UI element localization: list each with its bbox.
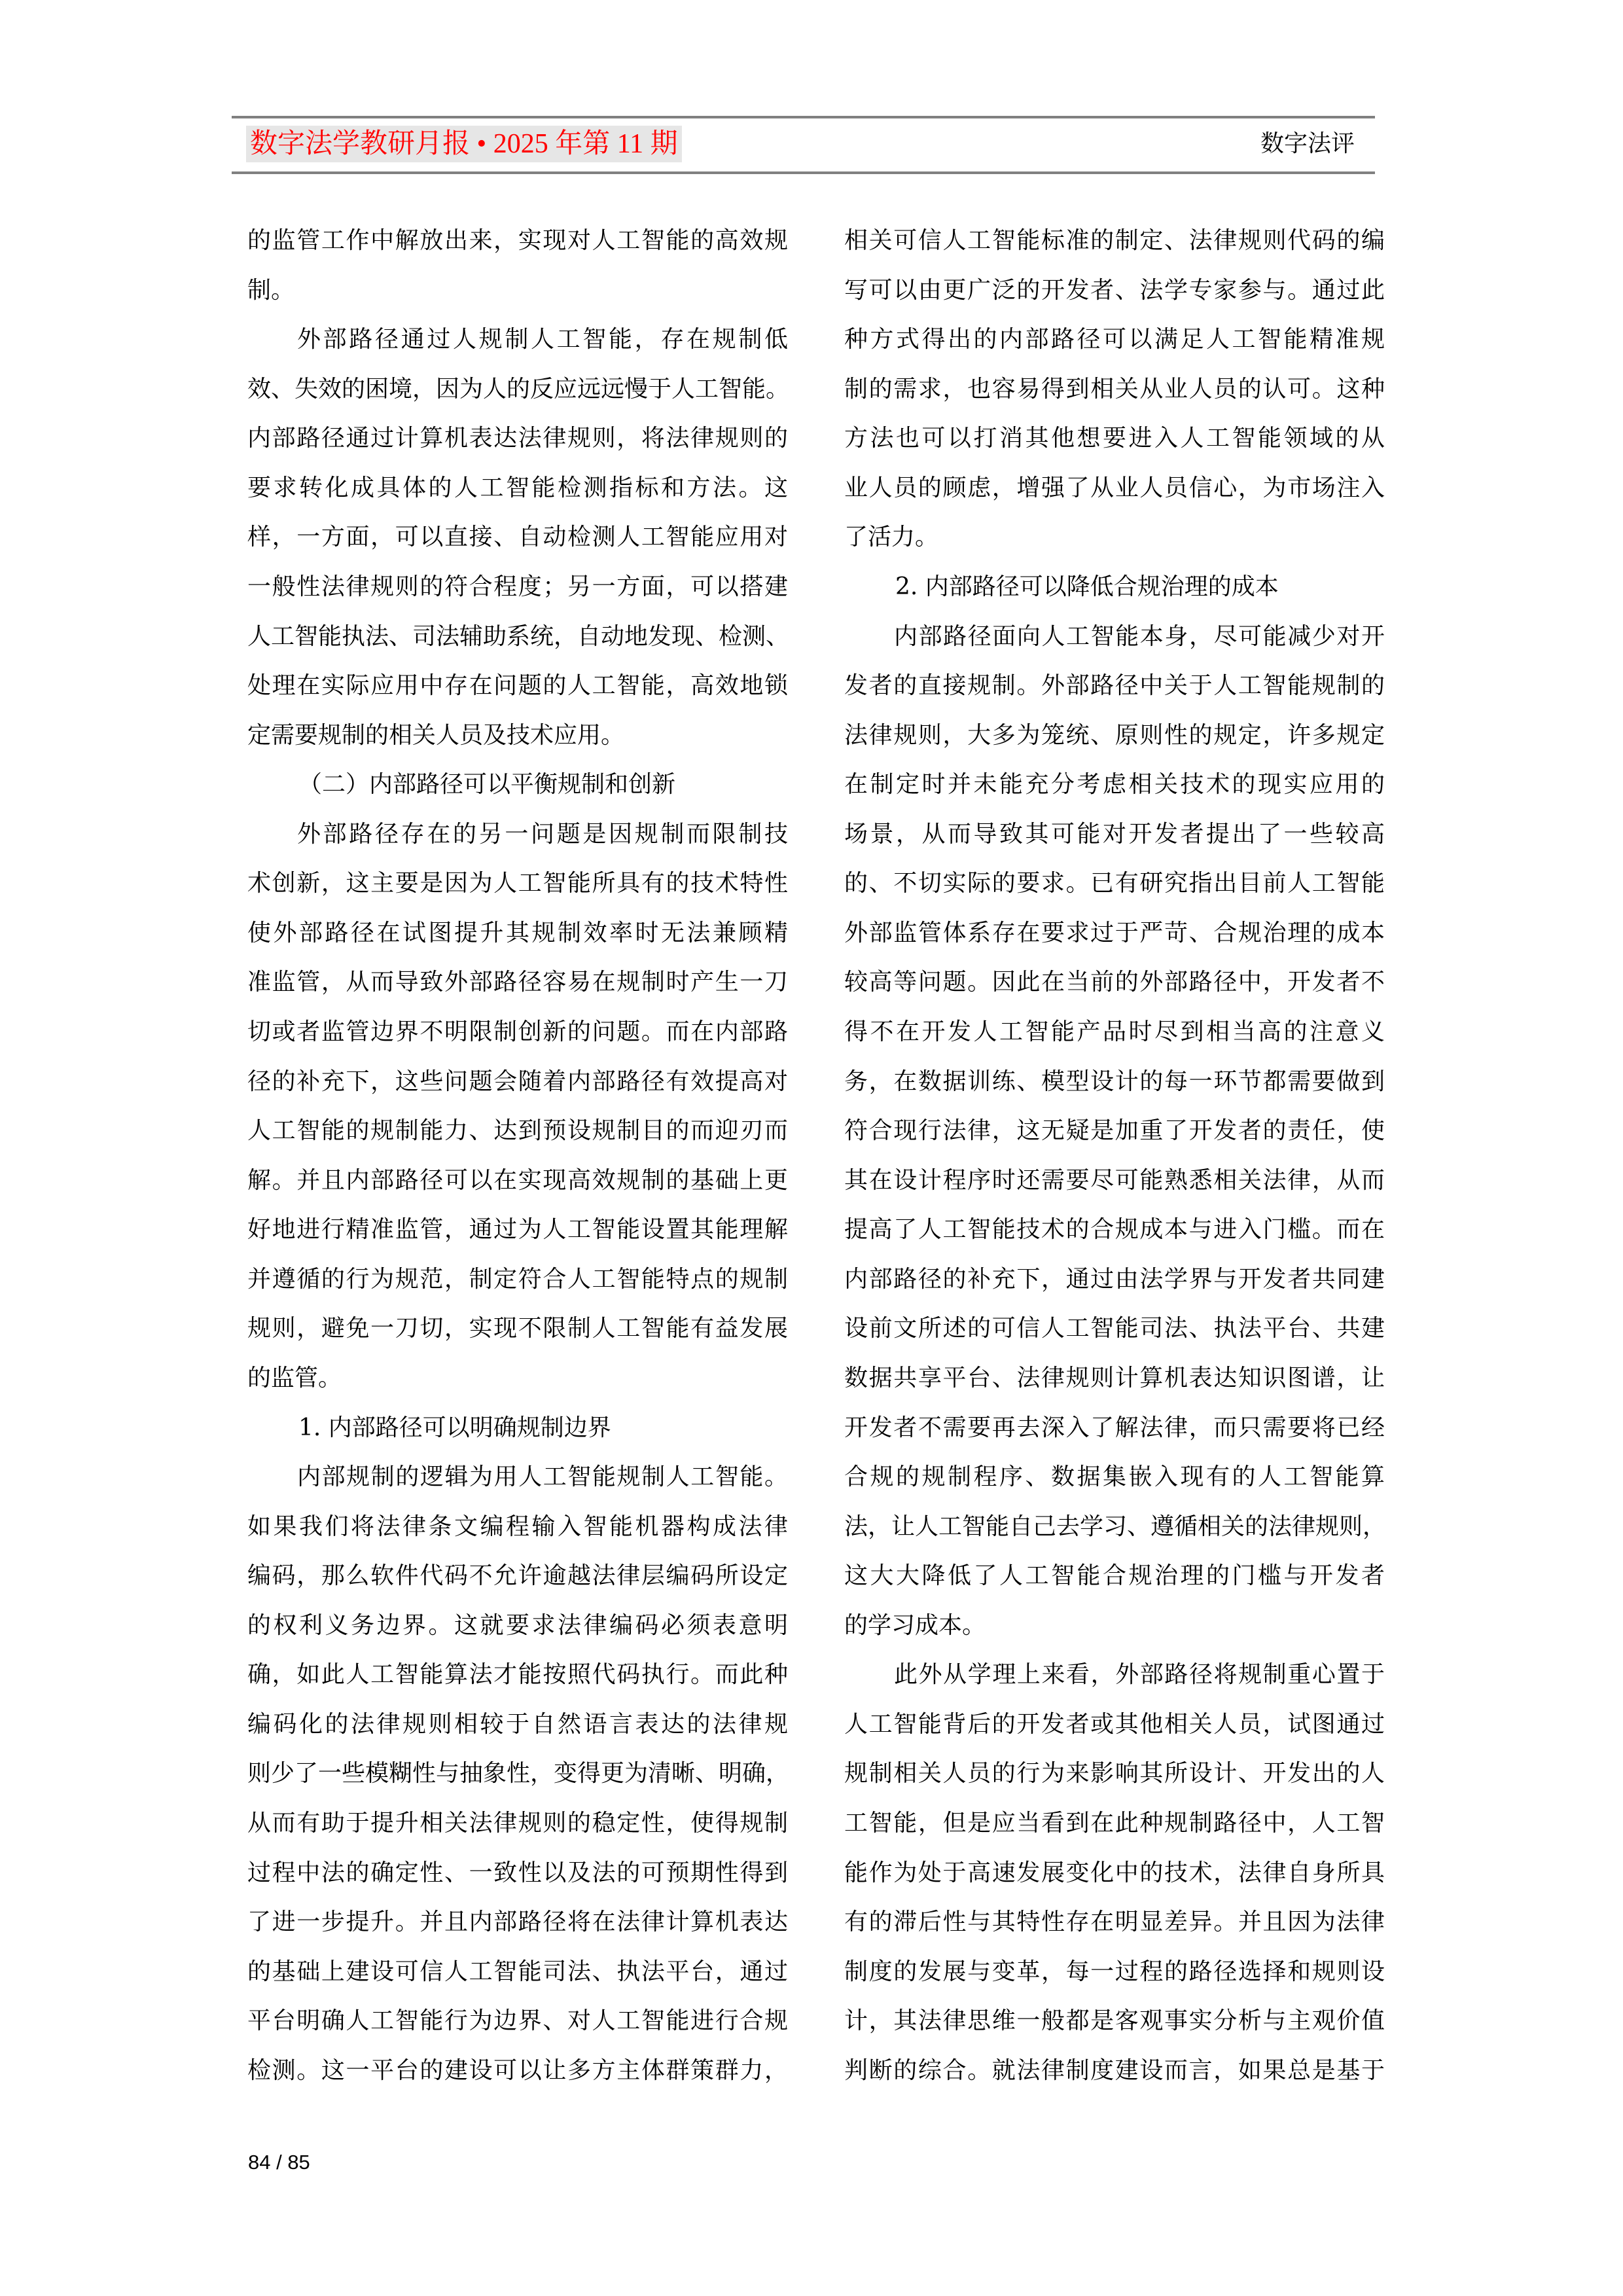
text-line: 如果我们将法律条文编程输入智能机器构成法律 [247,1513,788,1540]
text-line: 判断的综合。就法律制度建设而言，如果总是基于 [844,2056,1385,2084]
section-heading [247,760,788,810]
text-line: 外部路径存在的另一问题是因规制而限制技 [297,820,788,848]
text-line: 业人员的顾虑，增强了从业人员信心，为市场注入 [844,474,1385,501]
text-line: 的监管工作中解放出来，实现对人工智能的高效规 [247,227,788,254]
paragraph [247,216,788,315]
paragraph [844,612,1385,1651]
text-line: 工智能，但是应当看到在此种规制路径中，人工智 [844,1810,1385,1837]
text-line: 得不在开发人工智能产品时尽到相当高的注意义 [844,1018,1385,1045]
text-line: 确，如此人工智能算法才能按照代码执行。而此种 [247,1661,788,1689]
text-line: 编码，那么软件代码不允许逾越法律层编码所设定 [247,1562,788,1590]
page-number: 84 / 85 [248,2151,310,2174]
text-line: 要求转化成具体的人工智能检测指标和方法。这 [247,474,788,501]
text-line: （二）内部路径可以平衡规制和创新 [298,771,676,798]
text-line: 好地进行精准监管，通过为人工智能设置其能理解 [247,1216,788,1244]
text-line: 在制定时并未能充分考虑相关技术的现实应用的 [844,771,1385,798]
header-top-rule [232,116,1375,118]
text-line: 规则，避免一刀切，实现不限制人工智能有益发展 [247,1315,788,1342]
left-column [247,216,788,2095]
text-line: 较高等问题。因此在当前的外部路径中，开发者不 [844,969,1385,996]
text-line: 场景，从而导致其可能对开发者提出了一些较高 [844,820,1385,848]
text-line: 外部监管体系存在要求过于严苛、合规治理的成本 [844,919,1385,946]
text-line: 1. 内部路径可以明确规制边界 [298,1414,611,1441]
text-line: 一般性法律规则的符合程度；另一方面，可以搭建 [247,573,788,600]
text-line: 种方式得出的内部路径可以满足人工智能精准规 [844,326,1385,353]
text-line: 的、不切实际的要求。已有研究指出目前人工智能 [844,870,1385,897]
text-line: 则少了一些模糊性与抽象性，变得更为清晰、明确， [247,1760,790,1787]
text-line: 制的需求，也容易得到相关从业人员的认可。这种 [844,375,1385,403]
text-line: 务，在数据训练、模型设计的每一环节都需要做到 [844,1067,1385,1095]
text-line: 相关可信人工智能标准的制定、法律规则代码的编 [844,227,1385,254]
text-line: 制度的发展与变革，每一过程的路径选择和规则设 [844,1958,1385,1985]
paragraph [844,1650,1385,2095]
paragraph [247,810,788,1403]
text-line: 了活力。 [844,524,939,551]
text-line: 合规的规制程序、数据集嵌入现有的人工智能算 [844,1463,1385,1491]
text-line: 写可以由更广泛的开发者、法学专家参与。通过此 [844,276,1385,304]
text-line: 内部路径的补充下，通过由法学界与开发者共同建 [844,1265,1385,1293]
text-line: 法，让人工智能自己去学习、遵循相关的法律规则， [844,1513,1387,1540]
right-column [844,216,1385,2095]
text-line: 开发者不需要再去深入了解法律，而只需要将已经 [844,1414,1385,1441]
text-line: 人工智能的规制能力、达到预设规制目的而迎刃而 [247,1117,788,1145]
paragraph [247,1452,788,2095]
text-line: 符合现行法律，这无疑是加重了开发者的责任，使 [844,1117,1385,1145]
text-line: 此外从学理上来看，外部路径将规制重心置于 [894,1661,1385,1689]
text-line: 准监管，从而导致外部路径容易在规制时产生一刀 [247,969,788,996]
text-line: 定需要规制的相关人员及技术应用。 [247,721,625,749]
text-line: 其在设计程序时还需要尽可能熟悉相关法律，从而 [844,1166,1385,1194]
text-line: 设前文所述的可信人工智能司法、执法平台、共建 [844,1315,1385,1342]
text-line: 的学习成本。 [844,1611,986,1639]
text-line: 外部路径通过人规制人工智能，存在规制低 [297,326,788,353]
section-heading [247,1403,788,1453]
text-line: 效、失效的困境，因为人的反应远远慢于人工智能。 [247,375,790,403]
text-line: 解。并且内部路径可以在实现高效规制的基础上更 [247,1166,788,1194]
text-line: 数据共享平台、法律规则计算机表达知识图谱，让 [844,1364,1385,1391]
text-line: 的监管。 [247,1364,342,1391]
text-line: 径的补充下，这些问题会随着内部路径有效提高对 [247,1067,788,1095]
text-line: 制。 [247,276,295,304]
paragraph [247,315,788,760]
text-line: 内部路径面向人工智能本身，尽可能减少对开 [894,622,1385,650]
text-line: 编码化的法律规则相较于自然语言表达的法律规 [247,1710,788,1738]
section-heading [844,562,1385,612]
text-line: 人工智能执法、司法辅助系统，自动地发现、检测、 [247,622,790,650]
text-line: 发者的直接规制。外部路径中关于人工智能规制的 [844,672,1385,700]
text-line: 从而有助于提升相关法律规则的稳定性，使得规制 [247,1810,788,1837]
section-name: 数字法评 [1260,130,1355,157]
text-line: 方法也可以打消其他想要进入人工智能领域的从 [844,425,1385,452]
text-line: 使外部路径在试图提升其规制效率时无法兼顾精 [247,919,788,946]
text-line: 并遵循的行为规范，制定符合人工智能特点的规制 [247,1265,788,1293]
text-line: 有的滞后性与其特性存在明显差异。并且因为法律 [844,1909,1385,1936]
text-line: 术创新，这主要是因为人工智能所具有的技术特性 [247,870,788,897]
text-line: 人工智能背后的开发者或其他相关人员，试图通过 [844,1710,1385,1738]
text-line: 能作为处于高速发展变化中的技术，法律自身所具 [844,1859,1385,1886]
text-line: 规制相关人员的行为来影响其所设计、开发出的人 [844,1760,1385,1787]
text-line: 这大大降低了人工智能合规治理的门槛与开发者 [844,1562,1385,1590]
text-line: 切或者监管边界不明限制创新的问题。而在内部路 [247,1018,788,1045]
journal-title: 数字法学教研月报 • 2025 年第 11 期 [246,126,682,162]
text-line: 的权利义务边界。这就要求法律编码必须表意明 [247,1611,788,1639]
text-line: 法律规则，大多为笼统、原则性的规定，许多规定 [844,721,1385,749]
text-line: 样，一方面，可以直接、自动检测人工智能应用对 [247,524,788,551]
text-line: 处理在实际应用中存在问题的人工智能，高效地锁 [247,672,788,700]
text-line: 计，其法律思维一般都是客观事实分析与主观价值 [844,2007,1385,2035]
text-line: 了进一步提升。并且内部路径将在法律计算机表达 [247,1909,788,1936]
text-line: 检测。这一平台的建设可以让多方主体群策群力， [247,2056,788,2084]
text-line: 内部规制的逻辑为用人工智能规制人工智能。 [297,1463,788,1491]
text-line: 提高了人工智能技术的合规成本与进入门槛。而在 [844,1216,1385,1244]
text-line: 平台明确人工智能行为边界、对人工智能进行合规 [247,2007,788,2035]
text-line: 过程中法的确定性、一致性以及法的可预期性得到 [247,1859,788,1886]
text-line: 内部路径通过计算机表达法律规则，将法律规则的 [247,425,788,452]
text-line: 的基础上建设可信人工智能司法、执法平台，通过 [247,1958,788,1985]
paragraph [844,216,1385,562]
text-line: 2. 内部路径可以降低合规治理的成本 [895,573,1279,600]
header-bottom-rule [232,171,1375,174]
